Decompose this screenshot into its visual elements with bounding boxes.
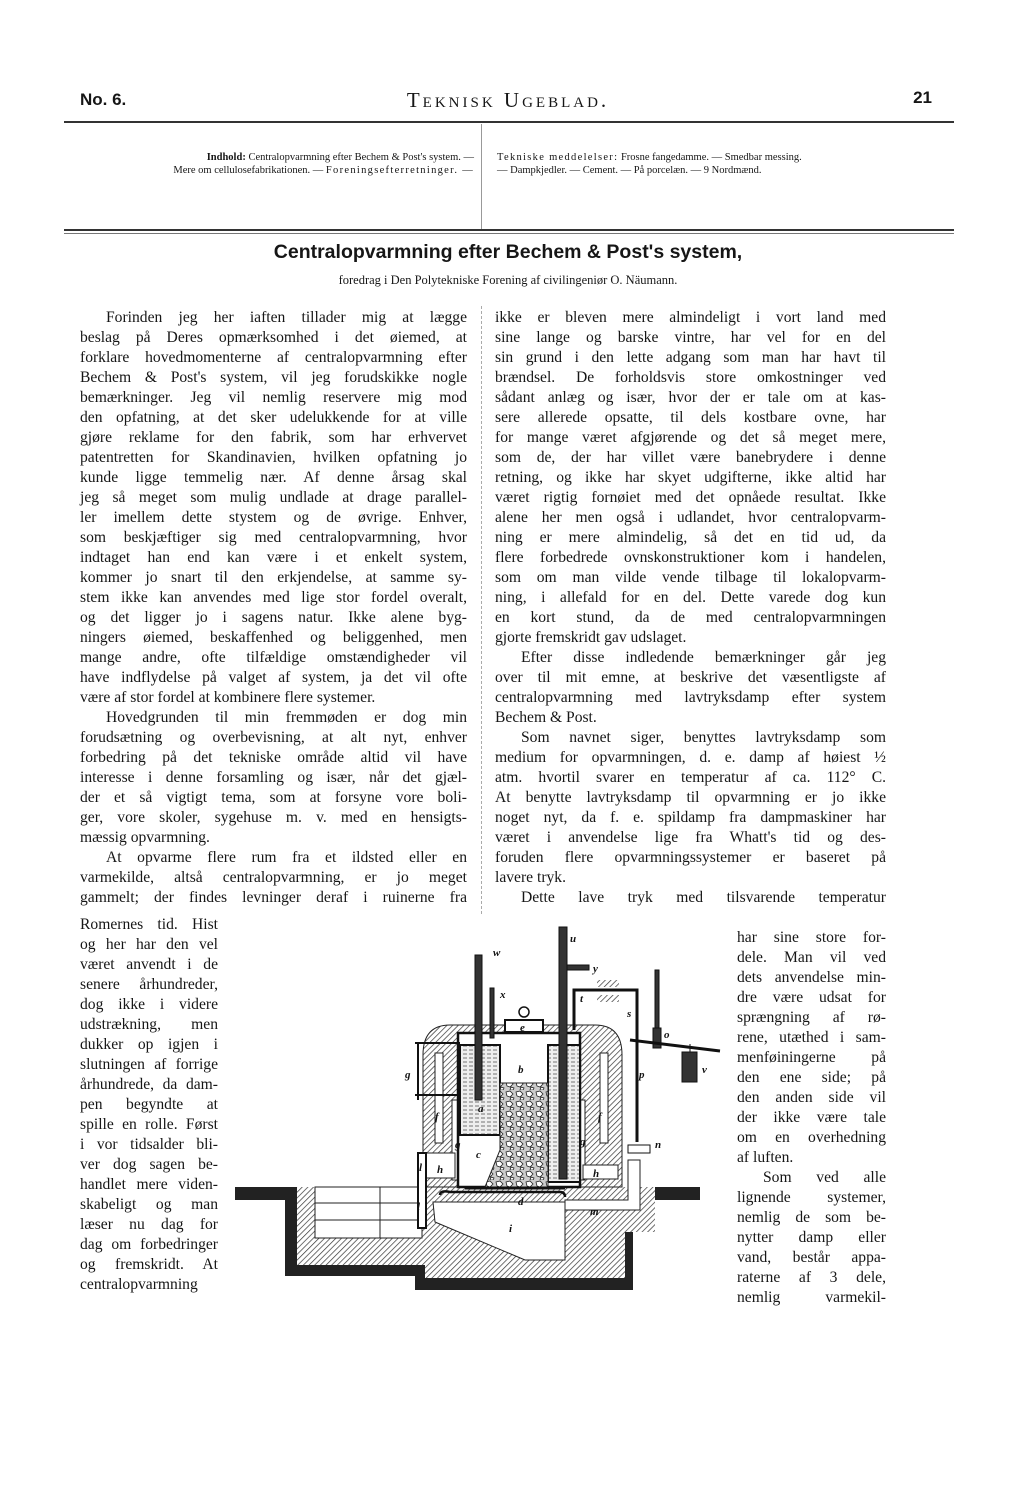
- text-line: have indflydelse på valget af system, ja det vil ofte: [80, 669, 467, 686]
- text-line: om en overhedning: [737, 1129, 886, 1146]
- page-number: 21: [913, 88, 932, 107]
- text-line: Som navnet siger, benyttes lavtryksdamp som: [521, 729, 886, 746]
- svg-text:c: c: [476, 1149, 481, 1161]
- contents-label: Tekniske meddelelser:: [497, 152, 619, 163]
- text-line: gammelt; der findes levninger deraf i ruinerne fra: [80, 889, 467, 906]
- svg-text:g: g: [455, 1139, 461, 1151]
- text-line: Bechem & Post's system, vil jeg forudskikke nogle: [80, 369, 467, 386]
- text-line: rene, utæthed i sam-: [737, 1029, 886, 1046]
- text-line: nytter damp eller: [737, 1229, 886, 1246]
- text-line: lignende systemer,: [737, 1189, 886, 1206]
- text-line: over til mit emne, at beskrive det væsentligste af: [495, 669, 886, 686]
- article-title: Centralopvarmning efter Bechem & Post's system,: [273, 241, 743, 263]
- text-line: patentretten for Skandinavien, hvilken opfatning jo: [80, 449, 467, 466]
- svg-text:f: f: [435, 1111, 439, 1123]
- text-line: der ikke være tale: [737, 1109, 886, 1126]
- text-line: sin grund i den lette adgang som man har havt til: [495, 349, 886, 366]
- contents-label: Indhold:: [206, 152, 246, 163]
- text-line: noget nyt, da f. e. spildamp fra dampmaskiner har: [495, 809, 886, 826]
- text-line: en kort stund, da de med centralopvarmningen: [495, 609, 886, 626]
- text-line: gjorte fremskridt gav udslaget.: [495, 629, 687, 646]
- text-line: handlet mere viden-: [80, 1176, 218, 1193]
- masthead: Teknisk Ugeblad.: [406, 88, 610, 112]
- text-line: spille en rolle. Først: [80, 1116, 218, 1133]
- text-line: skabeligt og man: [80, 1196, 218, 1213]
- svg-text:y: y: [593, 963, 598, 975]
- text-line: raterne af 3 dele,: [737, 1269, 886, 1286]
- text-line: Som ved alle: [763, 1169, 886, 1186]
- contents-text: Centralopvarmning efter Bechem & Post's system. —: [248, 152, 474, 163]
- svg-text:f: f: [598, 1111, 602, 1123]
- article-subtitle: foredrag i Den Polytekniske Forening af civilingeniør O. Näumann.: [338, 273, 678, 287]
- text-line: interesse i denne forsamling og især, når det gjæl-: [80, 769, 467, 786]
- text-line: kommer jo snart til den erkjendelse, at samme sy-: [80, 569, 467, 586]
- right-column: [495, 308, 886, 908]
- text-line: været rigtig fornøiet med det opnåede resultat. Ikke: [495, 489, 886, 506]
- contents-rule-thin: [64, 233, 954, 234]
- issue-number: No. 6.: [80, 90, 127, 109]
- text-line: sådant anlæg og især, hvor der er tale om at kas-: [495, 389, 886, 406]
- text-line: slutningen af forrige: [80, 1056, 218, 1073]
- text-line: forklare hovedmomenterne af centralopvarmning efter: [80, 349, 467, 366]
- text-line: stem ikke kan anvendes med lige stor fordel overalt,: [80, 589, 467, 606]
- svg-text:t: t: [580, 993, 584, 1005]
- text-line: ver dog sagen be-: [80, 1156, 218, 1173]
- text-line: gjøre reklame for den fabrik, som har erhvervet: [80, 429, 467, 446]
- text-line: At opvarme flere rum fra et ildsted eller en: [106, 849, 467, 866]
- svg-text:p: p: [639, 1069, 645, 1081]
- text-line: Forinden jeg her iaften tillader mig at lægge: [106, 309, 467, 326]
- text-line: jeg så meget som mulig undlade at drage parallel-: [80, 489, 467, 506]
- text-line: Bechem & Post.: [495, 709, 597, 726]
- text-line: for mange været afgjørende og det så meget mere,: [495, 429, 886, 446]
- left-narrow-column: [80, 915, 218, 1295]
- text-line: der et så vigtigt tema, som at forsyne vore boli-: [80, 789, 467, 806]
- text-line: At benytte lavtryksdamp til opvarmning er jo ikke: [495, 789, 886, 806]
- svg-text:w: w: [493, 947, 501, 959]
- text-line: af luften.: [737, 1149, 794, 1166]
- text-line: sere allerede opsatte, til dels kostbare ovne, har: [495, 409, 886, 426]
- header-rule: [64, 121, 954, 123]
- svg-text:s: s: [627, 1008, 632, 1020]
- text-line: lavere tryk.: [495, 869, 567, 886]
- text-line: sine lange og barske vintre, har vel for en del: [495, 329, 886, 346]
- text-line: alene her men også i udlandet, hvor centralopvarm-: [495, 509, 886, 526]
- heating-furnace-diagram: [235, 920, 725, 1300]
- svg-text:g: g: [405, 1069, 411, 1081]
- svg-text:x: x: [500, 989, 506, 1001]
- text-line: og her har den vel: [80, 936, 218, 953]
- text-line: som de, der har villet være banebrydere i denne: [495, 449, 886, 466]
- text-line: ning er mere almindelig, så det en tid ud, da: [495, 529, 886, 546]
- text-line: den anden side vil: [737, 1089, 886, 1106]
- text-line: som beskjæftiger sig med centralopvarmning, hvor: [80, 529, 467, 546]
- svg-text:h: h: [593, 1168, 600, 1180]
- text-line: ning, i allefald for en del. Dette varede dog kun: [495, 589, 886, 606]
- text-line: udstrækning, men: [80, 1016, 218, 1033]
- text-line: centralopvarmning: [80, 1276, 198, 1293]
- text-line: medium for opvarmningen, d. e. damp af høiest ½: [495, 749, 886, 766]
- text-line: den opfatning, at det sker udelukkende for at ville: [80, 409, 467, 426]
- text-line: og fremskridt. At: [80, 1256, 218, 1273]
- text-line: bemærkninger. Jeg vil nemlig reservere mig mod: [80, 389, 467, 406]
- text-line: flere forbedrede ovnskonstruktioner kom i handelen,: [495, 549, 886, 566]
- svg-text:v: v: [702, 1064, 707, 1076]
- text-line: nemlig de som be-: [737, 1209, 886, 1226]
- svg-text:m: m: [590, 1206, 599, 1218]
- left-column: [80, 308, 467, 908]
- text-line: dog ikke i videre: [80, 996, 218, 1013]
- text-line: været anvendt i de: [80, 956, 218, 973]
- text-line: Dette lave tryk med tilsvarende temperatur: [521, 889, 886, 906]
- text-line: kunde ligge temmelig nær. Af denne årsag skal: [80, 469, 467, 486]
- svg-text:e: e: [520, 1022, 525, 1034]
- text-line: forbedring på det tekniske område altid vil have: [80, 749, 467, 766]
- text-line: pen begyndte at: [80, 1096, 218, 1113]
- svg-text:h: h: [437, 1164, 444, 1176]
- text-line: ningers øiemed, beskaffenhed og beliggenhed, men: [80, 629, 467, 646]
- text-line: læser nu dag for: [80, 1216, 218, 1233]
- contents-text: — Dampkjedler. — Cement. — På porcelæn. — 9 Nordmænd.: [497, 165, 762, 176]
- text-line: i vor tidsalder bli-: [80, 1136, 218, 1153]
- text-line: ger, vore skoler, sygehuse m. v. med en hensigts-: [80, 809, 467, 826]
- text-line: dag om forbedringer: [80, 1236, 218, 1253]
- text-line: brændsel. De forholdsvis store omkostninger ved: [495, 369, 886, 386]
- contents-right: [497, 151, 917, 177]
- text-line: Efter disse indledende bemærkninger går jeg: [521, 649, 886, 666]
- text-line: århundrede, da dam-: [80, 1076, 218, 1093]
- svg-text:d: d: [518, 1196, 524, 1208]
- text-line: vand, består appa-: [737, 1249, 886, 1266]
- text-line: indtaget han end kan være i et enkelt system,: [80, 549, 467, 566]
- text-line: dele. Man vil ved: [737, 949, 886, 966]
- text-line: Romernes tid. Hist: [80, 916, 218, 933]
- text-line: som om man vilde vende tilbage til lokalopvarm-: [495, 569, 886, 586]
- text-line: den ene side; på: [737, 1069, 886, 1086]
- contents-divider: [481, 124, 482, 230]
- svg-text:u: u: [570, 933, 577, 945]
- text-line: menføiningerne på: [737, 1049, 886, 1066]
- text-line: været i anvendelse lige fra Whatt's tid og des-: [495, 829, 886, 846]
- text-line: retning, og ikke har skyet udgifterne, ikke altid har: [495, 469, 886, 486]
- column-divider: [481, 306, 482, 914]
- svg-text:o: o: [664, 1029, 670, 1041]
- text-line: ikke er bleven mere almindeligt i vort land med: [495, 309, 886, 326]
- text-line: varmekilde, altså centralopvarmning, er jo meget: [80, 869, 467, 886]
- text-line: ler imellem dette stystem og de øvrige. Enhver,: [80, 509, 467, 526]
- svg-text:g: g: [580, 1136, 586, 1148]
- text-line: og det ligger jo i sagens natur. Ikke alene byg-: [80, 609, 467, 626]
- text-line: nemlig varmekil-: [737, 1289, 886, 1306]
- right-narrow-column: [737, 928, 886, 1308]
- text-line: mæssig opvarmning.: [80, 829, 210, 846]
- contents-text: Mere om cellulosefabrikationen. —: [173, 165, 326, 176]
- svg-text:l: l: [417, 1201, 421, 1213]
- text-line: centralopvarmning med lavtryksdamp efter system: [495, 689, 886, 706]
- text-line: dukker op igjen i: [80, 1036, 218, 1053]
- text-line: senere århundreder,: [80, 976, 218, 993]
- contents-text: Frosne fangedamme. — Smedbar messing.: [618, 152, 802, 163]
- text-line: foruden flere opvarmningssystemer er baseret på: [495, 849, 886, 866]
- text-line: Hovedgrunden til min fremmøden er dog min: [106, 709, 467, 726]
- contents-rule: [64, 229, 954, 231]
- contents-left: [64, 151, 474, 177]
- text-line: sprængning af rø-: [737, 1009, 886, 1026]
- text-line: mange andre, ofte tilfældige omstændigheder vil: [80, 649, 467, 666]
- text-line: har sine store for-: [737, 929, 886, 946]
- text-line: være af stor fordel at kombinere flere systemer.: [80, 689, 376, 706]
- text-line: dets anvendelse min-: [737, 969, 886, 986]
- svg-text:i: i: [509, 1223, 513, 1235]
- text-line: forudsætning og overbevisning, at alt nyt, enhver: [80, 729, 467, 746]
- contents-text: Foreningsefterretninger. —: [325, 165, 474, 176]
- svg-text:n: n: [655, 1139, 662, 1151]
- text-line: atm. hvortil svarer en temperatur af ca. 112° C.: [495, 769, 886, 786]
- svg-text:l: l: [419, 1162, 423, 1174]
- text-line: beslag på Deres opmærksomhed i det øiemed, at: [80, 329, 467, 346]
- svg-text:a: a: [478, 1103, 484, 1115]
- text-line: dre være udsat for: [737, 989, 886, 1006]
- svg-text:b: b: [518, 1064, 524, 1076]
